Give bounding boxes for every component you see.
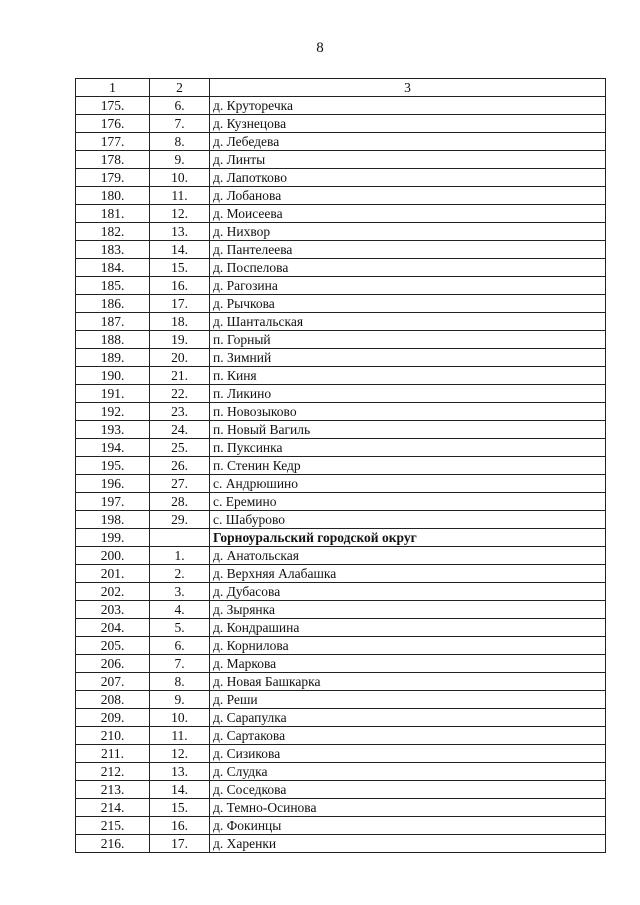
table-row [76,727,606,745]
settlement-name-cell: д. Зырянка [210,601,606,619]
settlement-name-cell: д. Дубасова [210,583,606,601]
row-number-cell: 185. [76,277,150,295]
row-number-cell: 215. [76,817,150,835]
row-number-cell: 179. [76,169,150,187]
settlement-name-cell: д. Фокинцы [210,817,606,835]
settlement-name-cell: с. Андрюшино [210,475,606,493]
settlement-name-cell: с. Шабурово [210,511,606,529]
row-number-cell: 197. [76,493,150,511]
row-number-cell: 203. [76,601,150,619]
settlement-name-cell: д. Маркова [210,655,606,673]
row-number-cell: 213. [76,781,150,799]
table-row [76,799,606,817]
table-row [76,367,606,385]
row-number-cell: 196. [76,475,150,493]
row-number-cell: 210. [76,727,150,745]
table-row [76,421,606,439]
row-number-cell: 212. [76,763,150,781]
settlement-name-cell: д. Линты [210,151,606,169]
row-number-cell: 178. [76,151,150,169]
row-number-cell: 201. [76,565,150,583]
row-number-cell: 205. [76,637,150,655]
table-row [76,313,606,331]
header-col-1: 1 [76,79,150,97]
row-number-cell: 188. [76,331,150,349]
settlement-name-cell: д. Слудка [210,763,606,781]
sub-number-cell: 10. [150,709,210,727]
settlement-name-cell: д. Кузнецова [210,115,606,133]
settlement-name-cell: п. Киня [210,367,606,385]
sub-number-cell: 8. [150,673,210,691]
row-number-cell: 198. [76,511,150,529]
sub-number-cell: 17. [150,295,210,313]
table-row [76,565,606,583]
table-row [76,205,606,223]
settlement-name-cell: п. Пуксинка [210,439,606,457]
table-row [76,817,606,835]
row-number-cell: 186. [76,295,150,313]
settlement-name-cell: п. Зимний [210,349,606,367]
sub-number-cell [150,529,210,547]
table-row [76,169,606,187]
sub-number-cell: 11. [150,187,210,205]
table-row [76,385,606,403]
settlement-name-cell: д. Лебедева [210,133,606,151]
settlement-name-cell: д. Рагозина [210,277,606,295]
row-number-cell: 200. [76,547,150,565]
settlement-name-cell: д. Харенки [210,835,606,853]
sub-number-cell: 22. [150,385,210,403]
settlement-name-cell: д. Лапотково [210,169,606,187]
settlement-name-cell: д. Новая Башкарка [210,673,606,691]
sub-number-cell: 19. [150,331,210,349]
table-row [76,151,606,169]
sub-number-cell: 13. [150,763,210,781]
sub-number-cell: 3. [150,583,210,601]
settlement-name-cell: д. Пантелеева [210,241,606,259]
sub-number-cell: 7. [150,115,210,133]
table-row [76,655,606,673]
sub-number-cell: 15. [150,259,210,277]
settlement-name-cell: п. Горный [210,331,606,349]
row-number-cell: 193. [76,421,150,439]
table-row [76,403,606,421]
row-number-cell: 190. [76,367,150,385]
table-row [76,457,606,475]
table-row [76,493,606,511]
table-body [76,97,606,853]
sub-number-cell: 25. [150,439,210,457]
table-row [76,601,606,619]
row-number-cell: 182. [76,223,150,241]
sub-number-cell: 11. [150,727,210,745]
header-col-3: 3 [210,79,606,97]
row-number-cell: 177. [76,133,150,151]
sub-number-cell: 8. [150,133,210,151]
settlement-name-cell: д. Темно-Осинова [210,799,606,817]
table-row [76,277,606,295]
table-row [76,673,606,691]
table-row [76,259,606,277]
row-number-cell: 189. [76,349,150,367]
sub-number-cell: 29. [150,511,210,529]
row-number-cell: 206. [76,655,150,673]
row-number-cell: 191. [76,385,150,403]
sub-number-cell: 14. [150,781,210,799]
table-row [76,511,606,529]
sub-number-cell: 16. [150,277,210,295]
table-row [76,835,606,853]
table-row [76,439,606,457]
sub-number-cell: 24. [150,421,210,439]
settlement-name-cell: д. Круторечка [210,97,606,115]
settlement-name-cell: д. Верхняя Алабашка [210,565,606,583]
settlement-name-cell: д. Сизикова [210,745,606,763]
settlement-name-cell: п. Новый Вагиль [210,421,606,439]
table-row [76,295,606,313]
sub-number-cell: 12. [150,205,210,223]
table-row [76,349,606,367]
row-number-cell: 202. [76,583,150,601]
table-row [76,763,606,781]
settlement-name-cell: д. Сартакова [210,727,606,745]
settlement-name-cell: д. Корнилова [210,637,606,655]
table-row [76,547,606,565]
sub-number-cell: 23. [150,403,210,421]
table-row [76,133,606,151]
row-number-cell: 195. [76,457,150,475]
row-number-cell: 181. [76,205,150,223]
row-number-cell: 207. [76,673,150,691]
row-number-cell: 180. [76,187,150,205]
header-col-2: 2 [150,79,210,97]
settlement-name-cell: д. Шантальская [210,313,606,331]
settlement-name-cell: п. Стенин Кедр [210,457,606,475]
sub-number-cell: 6. [150,637,210,655]
sub-number-cell: 4. [150,601,210,619]
row-number-cell: 192. [76,403,150,421]
settlement-name-cell: д. Соседкова [210,781,606,799]
row-number-cell: 214. [76,799,150,817]
settlements-table [75,78,606,853]
sub-number-cell: 16. [150,817,210,835]
table-row [76,475,606,493]
sub-number-cell: 20. [150,349,210,367]
row-number-cell: 209. [76,709,150,727]
settlement-name-cell: д. Нихвор [210,223,606,241]
sub-number-cell: 12. [150,745,210,763]
table-row [76,331,606,349]
sub-number-cell: 9. [150,691,210,709]
table-row [76,781,606,799]
row-number-cell: 211. [76,745,150,763]
settlement-name-cell: с. Еремино [210,493,606,511]
settlement-name-cell: п. Ликино [210,385,606,403]
settlement-name-cell: д. Кондрашина [210,619,606,637]
settlement-name-cell: Горноуральский городской округ [210,529,606,547]
sub-number-cell: 27. [150,475,210,493]
sub-number-cell: 15. [150,799,210,817]
page-number: 8 [316,40,324,56]
settlement-name-cell: д. Поспелова [210,259,606,277]
settlement-name-cell: д. Рычкова [210,295,606,313]
row-number-cell: 187. [76,313,150,331]
table-row [76,241,606,259]
row-number-cell: 194. [76,439,150,457]
table-row [76,115,606,133]
row-number-cell: 216. [76,835,150,853]
settlement-name-cell: д. Сарапулка [210,709,606,727]
table-row [76,97,606,115]
sub-number-cell: 28. [150,493,210,511]
sub-number-cell: 5. [150,619,210,637]
table-row [76,691,606,709]
sub-number-cell: 26. [150,457,210,475]
table-row [76,223,606,241]
sub-number-cell: 9. [150,151,210,169]
table-row [76,637,606,655]
section-row [76,529,606,547]
sub-number-cell: 17. [150,835,210,853]
sub-number-cell: 10. [150,169,210,187]
settlement-name-cell: д. Реши [210,691,606,709]
row-number-cell: 175. [76,97,150,115]
settlement-name-cell: д. Лобанова [210,187,606,205]
settlement-name-cell: п. Новозыково [210,403,606,421]
sub-number-cell: 18. [150,313,210,331]
row-number-cell: 208. [76,691,150,709]
row-number-cell: 199. [76,529,150,547]
row-number-cell: 204. [76,619,150,637]
table-header-row [76,79,606,97]
sub-number-cell: 13. [150,223,210,241]
row-number-cell: 176. [76,115,150,133]
table-row [76,187,606,205]
row-number-cell: 183. [76,241,150,259]
sub-number-cell: 21. [150,367,210,385]
sub-number-cell: 2. [150,565,210,583]
table-row [76,745,606,763]
sub-number-cell: 7. [150,655,210,673]
table-row [76,619,606,637]
sub-number-cell: 1. [150,547,210,565]
sub-number-cell: 6. [150,97,210,115]
table-row [76,583,606,601]
table-row [76,709,606,727]
sub-number-cell: 14. [150,241,210,259]
settlement-name-cell: д. Моисеева [210,205,606,223]
row-number-cell: 184. [76,259,150,277]
settlement-name-cell: д. Анатольская [210,547,606,565]
